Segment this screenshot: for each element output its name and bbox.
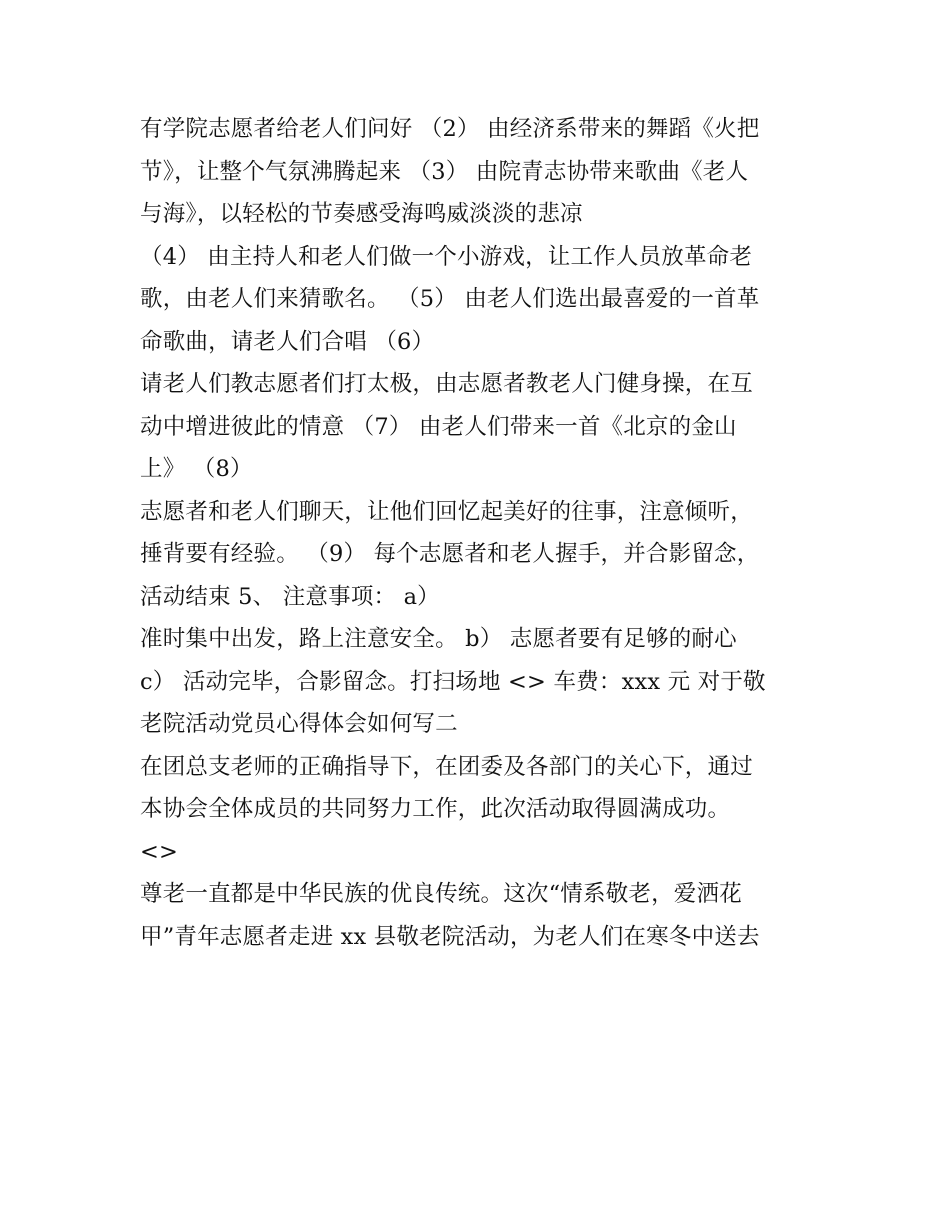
text-line-6: 命歌曲，请老人们合唱 （6） <box>140 328 435 355</box>
text-line-14: c） 活动完毕，合影留念。打扫场地 <> 车费：xxx 元 对于敬 <box>140 668 766 695</box>
text-line-18: <> <box>140 838 179 865</box>
text-line-1: 有学院志愿者给老人们问好 （2） 由经济系带来的舞蹈《火把 <box>140 116 760 142</box>
document-body <box>140 108 820 958</box>
text-line-3: 与海》，以轻松的节奏感受海鸣威淡淡的悲凉 <box>140 201 583 227</box>
text-line-10: 志愿者和老人们聊天，让他们回忆起美好的往事，注意倾听， <box>140 498 753 525</box>
text-line-4: （4） 由主持人和老人们做一个小游戏，让工作人员放革命老 <box>140 243 753 270</box>
text-line-20: 甲”青年志愿者走进 xx 县敬老院活动，为老人们在寒冬中送去 <box>140 923 760 950</box>
text-line-2: 节》，让整个气氛沸腾起来 （3） 由院青志协带来歌曲《老人 <box>140 158 749 185</box>
text-line-9: 上》 （8） <box>140 456 253 482</box>
text-line-12: 活动结束 5、 注意事项： a） <box>140 583 440 610</box>
text-line-13: 准时集中出发，路上注意安全。 b） 志愿者要有足够的耐心 <box>140 626 737 652</box>
text-line-7: 请老人们教志愿者们打太极，由志愿者教老人门健身操，在互 <box>140 371 753 397</box>
text-line-16: 在团总支老师的正确指导下，在团委及各部门的关心下，通过 <box>140 753 753 780</box>
text-line-15: 老院活动党员心得体会如何写二 <box>140 711 458 737</box>
text-line-5: 歌，由老人们来猜歌名。 （5） 由老人们选出最喜爱的一首革 <box>140 286 760 312</box>
text-line-19: 尊老一直都是中华民族的优良传统。这次“情系敬老，爱洒花 <box>140 881 742 907</box>
text-line-8: 动中增进彼此的情意 （7） 由老人们带来一首《北京的金山 <box>140 413 737 440</box>
text-line-11: 捶背要有经验。 （9） 每个志愿者和老人握手，并合影留念， <box>140 541 760 567</box>
text-line-17: 本协会全体成员的共同努力工作，此次活动取得圆满成功。 <box>140 796 731 822</box>
